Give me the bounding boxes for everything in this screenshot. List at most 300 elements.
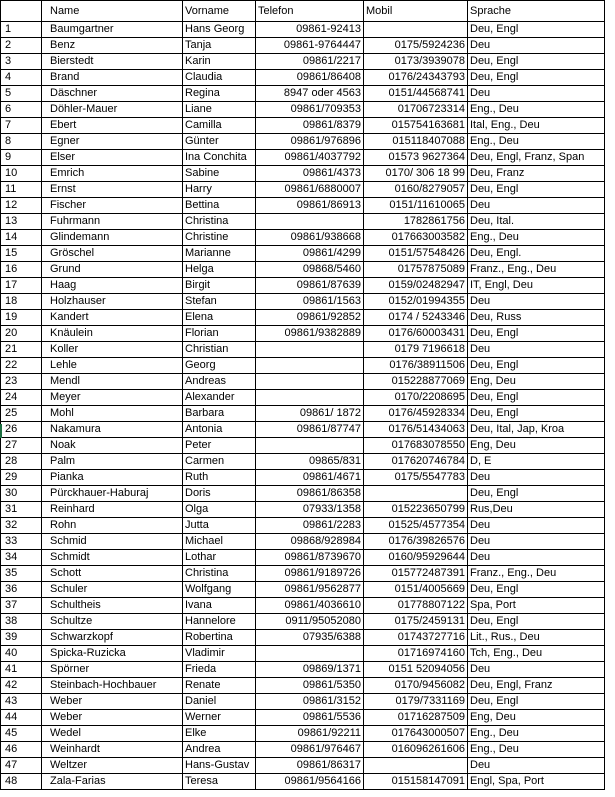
cell-name[interactable]: Pürckhauer-Haburaj <box>42 486 183 502</box>
cell-vorname[interactable]: Teresa <box>183 774 256 790</box>
cell-mobil[interactable]: 1782861756 <box>364 214 468 230</box>
cell-telefon[interactable]: 09861/5350 <box>256 678 364 694</box>
cell-mobil[interactable]: 01525/4577354 <box>364 518 468 534</box>
cell-num[interactable]: 46 <box>1 742 42 758</box>
cell-num[interactable]: 45 <box>1 726 42 742</box>
cell-num[interactable]: 41 <box>1 662 42 678</box>
cell-num[interactable]: 36 <box>1 582 42 598</box>
cell-name[interactable]: Mohl <box>42 406 183 422</box>
cell-telefon[interactable] <box>256 438 364 454</box>
cell-telefon[interactable] <box>256 374 364 390</box>
cell-telefon[interactable]: 09861/2283 <box>256 518 364 534</box>
cell-num[interactable]: 6 <box>1 102 42 118</box>
cell-mobil[interactable]: 015754163681 <box>364 118 468 134</box>
cell-vorname[interactable]: Liane <box>183 102 256 118</box>
cell-telefon[interactable]: 09861/9562877 <box>256 582 364 598</box>
cell-name[interactable]: Steinbach-Hochbauer <box>42 678 183 694</box>
cell-sprache[interactable]: Deu <box>468 534 605 550</box>
cell-num[interactable]: 12 <box>1 198 42 214</box>
table-row <box>1 38 605 54</box>
cell-sprache[interactable]: Deu, Russ <box>468 310 605 326</box>
header-num[interactable] <box>1 1 42 22</box>
cell-name[interactable]: Mendl <box>42 374 183 390</box>
cell-mobil[interactable]: 0151 52094056 <box>364 662 468 678</box>
cell-name[interactable]: Fuhrmann <box>42 214 183 230</box>
cell-sprache[interactable]: Deu <box>468 662 605 678</box>
cell-vorname[interactable]: Jutta <box>183 518 256 534</box>
cell-vorname[interactable]: Wolfgang <box>183 582 256 598</box>
cell-telefon[interactable]: 09861/86358 <box>256 486 364 502</box>
cell-vorname[interactable]: Andrea <box>183 742 256 758</box>
cell-vorname[interactable]: Harry <box>183 182 256 198</box>
table-row <box>1 502 605 518</box>
cell-vorname[interactable]: Renate <box>183 678 256 694</box>
cell-sprache[interactable]: Deu, Engl <box>468 22 605 38</box>
cell-name[interactable]: Fischer <box>42 198 183 214</box>
cell-vorname[interactable]: Ruth <box>183 470 256 486</box>
cell-mobil[interactable]: 0176/45928334 <box>364 406 468 422</box>
cell-name[interactable]: Meyer <box>42 390 183 406</box>
cell-vorname[interactable]: Hannelore <box>183 614 256 630</box>
cell-mobil[interactable]: 0175/5547783 <box>364 470 468 486</box>
cell-telefon[interactable]: 8947 oder 4563 <box>256 86 364 102</box>
cell-name[interactable]: Baumgartner <box>42 22 183 38</box>
cell-num[interactable]: 48 <box>1 774 42 790</box>
cell-mobil[interactable] <box>364 22 468 38</box>
cell-sprache[interactable]: Tch, Eng., Deu <box>468 646 605 662</box>
cell-vorname[interactable]: Peter <box>183 438 256 454</box>
cell-name[interactable]: Bierstedt <box>42 54 183 70</box>
cell-vorname[interactable]: Elke <box>183 726 256 742</box>
cell-name[interactable]: Kandert <box>42 310 183 326</box>
cell-vorname[interactable]: Lothar <box>183 550 256 566</box>
cell-name[interactable]: Weber <box>42 710 183 726</box>
cell-mobil[interactable]: 017643000507 <box>364 726 468 742</box>
cell-name[interactable]: Wedel <box>42 726 183 742</box>
cell-name[interactable]: Egner <box>42 134 183 150</box>
cell-telefon[interactable]: 09869/1371 <box>256 662 364 678</box>
cell-num[interactable]: 47 <box>1 758 42 774</box>
cell-sprache[interactable]: Deu, Engl <box>468 406 605 422</box>
cell-mobil[interactable]: 0170/9456082 <box>364 678 468 694</box>
cell-telefon[interactable]: 09861/8379 <box>256 118 364 134</box>
cell-vorname[interactable]: Alexander <box>183 390 256 406</box>
cell-telefon[interactable]: 07935/6388 <box>256 630 364 646</box>
cell-name[interactable]: Elser <box>42 150 183 166</box>
cell-num[interactable]: 11 <box>1 182 42 198</box>
cell-num[interactable]: 44 <box>1 710 42 726</box>
cell-vorname[interactable]: Antonia <box>183 422 256 438</box>
cell-name[interactable]: Schwarzkopf <box>42 630 183 646</box>
cell-sprache[interactable]: Deu, Engl <box>468 486 605 502</box>
cell-telefon[interactable]: 09868/5460 <box>256 262 364 278</box>
cell-mobil[interactable]: 01573 9627364 <box>364 150 468 166</box>
cell-sprache[interactable]: Eng, Deu <box>468 438 605 454</box>
cell-name[interactable]: Weber <box>42 694 183 710</box>
cell-mobil[interactable]: 0151/57548426 <box>364 246 468 262</box>
cell-telefon[interactable]: 07933/1358 <box>256 502 364 518</box>
cell-telefon[interactable] <box>256 358 364 374</box>
cell-sprache[interactable]: Deu, Engl <box>468 582 605 598</box>
cell-mobil[interactable]: 015772487391 <box>364 566 468 582</box>
cell-name[interactable]: Schultze <box>42 614 183 630</box>
cell-num[interactable]: 3 <box>1 54 42 70</box>
cell-vorname[interactable]: Karin <box>183 54 256 70</box>
cell-sprache[interactable]: Deu <box>468 550 605 566</box>
cell-mobil[interactable]: 01716287509 <box>364 710 468 726</box>
cell-sprache[interactable]: Deu <box>468 758 605 774</box>
cell-name[interactable]: Pianka <box>42 470 183 486</box>
cell-sprache[interactable]: Deu, Engl <box>468 70 605 86</box>
cell-name[interactable]: Schmid <box>42 534 183 550</box>
cell-vorname[interactable]: Florian <box>183 326 256 342</box>
cell-name[interactable]: Schultheis <box>42 598 183 614</box>
cell-mobil[interactable]: 015228877069 <box>364 374 468 390</box>
cell-mobil[interactable]: 0170/2208695 <box>364 390 468 406</box>
cell-vorname[interactable]: Christine <box>183 230 256 246</box>
header-telefon[interactable]: Telefon <box>256 1 364 22</box>
cell-vorname[interactable]: Werner <box>183 710 256 726</box>
cell-num[interactable]: 2 <box>1 38 42 54</box>
cell-sprache[interactable]: Deu <box>468 38 605 54</box>
cell-num[interactable]: 27 <box>1 438 42 454</box>
cell-num[interactable]: 20 <box>1 326 42 342</box>
table-row <box>1 358 605 374</box>
cell-vorname[interactable]: Marianne <box>183 246 256 262</box>
cell-sprache[interactable]: Spa, Port <box>468 598 605 614</box>
cell-name[interactable]: Knäulein <box>42 326 183 342</box>
cell-sprache[interactable]: Deu, Engl <box>468 326 605 342</box>
cell-mobil[interactable]: 0151/11610065 <box>364 198 468 214</box>
cell-name[interactable]: Reinhard <box>42 502 183 518</box>
cell-telefon[interactable]: 09861/87747 <box>256 422 364 438</box>
cell-vorname[interactable]: Camilla <box>183 118 256 134</box>
cell-sprache[interactable]: Deu, Engl, Franz, Span <box>468 150 605 166</box>
cell-mobil[interactable]: 0176/38911506 <box>364 358 468 374</box>
cell-vorname[interactable]: Doris <box>183 486 256 502</box>
cell-sprache[interactable]: Eng., Deu <box>468 134 605 150</box>
cell-name[interactable]: Spicka-Ruzicka <box>42 646 183 662</box>
cell-mobil[interactable]: 015158147091 <box>364 774 468 790</box>
cell-mobil[interactable]: 01743727716 <box>364 630 468 646</box>
cell-vorname[interactable]: Daniel <box>183 694 256 710</box>
cell-telefon[interactable]: 09861/5536 <box>256 710 364 726</box>
cell-name[interactable]: Schuler <box>42 582 183 598</box>
cell-vorname[interactable]: Carmen <box>183 454 256 470</box>
cell-num[interactable]: 10 <box>1 166 42 182</box>
cell-vorname[interactable]: Ina Conchita <box>183 150 256 166</box>
cell-num[interactable]: 32 <box>1 518 42 534</box>
cell-vorname[interactable]: Christian <box>183 342 256 358</box>
cell-mobil[interactable]: 017683078550 <box>364 438 468 454</box>
cell-name[interactable]: Grund <box>42 262 183 278</box>
cell-mobil[interactable]: 0173/3939078 <box>364 54 468 70</box>
cell-telefon[interactable]: 0911/95052080 <box>256 614 364 630</box>
cell-sprache[interactable]: Deu, Engl <box>468 390 605 406</box>
cell-name[interactable]: Glindemann <box>42 230 183 246</box>
cell-sprache[interactable]: Franz., Eng., Deu <box>468 262 605 278</box>
cell-telefon[interactable]: 09861-92413 <box>256 22 364 38</box>
cell-sprache[interactable]: IT, Engl, Deu <box>468 278 605 294</box>
cell-mobil[interactable]: 01757875089 <box>364 262 468 278</box>
cell-vorname[interactable]: Birgit <box>183 278 256 294</box>
cell-mobil[interactable] <box>364 758 468 774</box>
cell-name[interactable]: Ernst <box>42 182 183 198</box>
cell-telefon[interactable]: 09861/3152 <box>256 694 364 710</box>
cell-sprache[interactable]: Eng, Deu <box>468 710 605 726</box>
cell-vorname[interactable]: Olga <box>183 502 256 518</box>
cell-telefon[interactable]: 09868/928984 <box>256 534 364 550</box>
cell-mobil[interactable]: 015118407088 <box>364 134 468 150</box>
cell-sprache[interactable]: Franz., Eng., Deu <box>468 566 605 582</box>
cell-vorname[interactable]: Robertina <box>183 630 256 646</box>
cell-vorname[interactable]: Christina <box>183 566 256 582</box>
cell-sprache[interactable]: Deu, Ital. <box>468 214 605 230</box>
cell-telefon[interactable]: 09861/4037792 <box>256 150 364 166</box>
cell-mobil[interactable]: 0151/4005669 <box>364 582 468 598</box>
cell-num[interactable]: 16 <box>1 262 42 278</box>
cell-num[interactable]: 42 <box>1 678 42 694</box>
header-name[interactable]: Name <box>42 1 183 22</box>
cell-sprache[interactable]: Deu <box>468 518 605 534</box>
cell-sprache[interactable]: Deu <box>468 342 605 358</box>
cell-num[interactable]: 5 <box>1 86 42 102</box>
cell-telefon[interactable]: 09865/831 <box>256 454 364 470</box>
cell-vorname[interactable]: Sabine <box>183 166 256 182</box>
cell-mobil[interactable]: 0151/44568741 <box>364 86 468 102</box>
cell-vorname[interactable]: Frieda <box>183 662 256 678</box>
cell-telefon[interactable]: 09861-9764447 <box>256 38 364 54</box>
cell-num[interactable]: 19 <box>1 310 42 326</box>
cell-sprache[interactable]: Deu, Engl. <box>468 246 605 262</box>
cell-num[interactable]: 29 <box>1 470 42 486</box>
cell-sprache[interactable]: Deu, Franz <box>468 166 605 182</box>
cell-telefon[interactable]: 09861/938668 <box>256 230 364 246</box>
cell-name[interactable]: Palm <box>42 454 183 470</box>
cell-num[interactable]: 7 <box>1 118 42 134</box>
cell-num[interactable]: 18 <box>1 294 42 310</box>
cell-telefon[interactable]: 09861/86317 <box>256 758 364 774</box>
cell-num[interactable]: 28 <box>1 454 42 470</box>
cell-num[interactable]: 8 <box>1 134 42 150</box>
table-row <box>1 406 605 422</box>
cell-num[interactable]: 30 <box>1 486 42 502</box>
cell-name[interactable]: Noak <box>42 438 183 454</box>
cell-mobil[interactable]: 0152/01994355 <box>364 294 468 310</box>
cell-telefon[interactable]: 09861/4671 <box>256 470 364 486</box>
cell-telefon[interactable]: 09861/86408 <box>256 70 364 86</box>
cell-telefon[interactable] <box>256 214 364 230</box>
cell-num[interactable]: 31 <box>1 502 42 518</box>
cell-mobil[interactable]: 01778807122 <box>364 598 468 614</box>
cell-telefon[interactable]: 09861/4299 <box>256 246 364 262</box>
cell-num[interactable]: 37 <box>1 598 42 614</box>
cell-sprache[interactable]: Ital, Eng., Deu <box>468 118 605 134</box>
cell-vorname[interactable]: Georg <box>183 358 256 374</box>
cell-mobil[interactable]: 0176/60003431 <box>364 326 468 342</box>
cell-num[interactable]: 40 <box>1 646 42 662</box>
cell-mobil[interactable]: 01706723314 <box>364 102 468 118</box>
cell-telefon[interactable]: 09861/2217 <box>256 54 364 70</box>
cell-mobil[interactable]: 0175/2459131 <box>364 614 468 630</box>
cell-num[interactable]: 43 <box>1 694 42 710</box>
cell-sprache[interactable]: Deu, Engl, Franz <box>468 678 605 694</box>
cell-name[interactable]: Koller <box>42 342 183 358</box>
cell-num[interactable]: 1 <box>1 22 42 38</box>
cell-vorname[interactable]: Andreas <box>183 374 256 390</box>
cell-vorname[interactable]: Christina <box>183 214 256 230</box>
cell-num[interactable]: 38 <box>1 614 42 630</box>
cell-mobil[interactable]: 0179/7331169 <box>364 694 468 710</box>
cell-telefon[interactable]: 09861/976896 <box>256 134 364 150</box>
cell-telefon[interactable]: 09861/709353 <box>256 102 364 118</box>
cell-mobil[interactable]: 016096261606 <box>364 742 468 758</box>
cell-name[interactable]: Schott <box>42 566 183 582</box>
cell-sprache[interactable]: Deu, Engl <box>468 182 605 198</box>
cell-sprache[interactable]: Deu <box>468 294 605 310</box>
cell-sprache[interactable]: Deu, Engl <box>468 358 605 374</box>
cell-telefon[interactable]: 09861/8739670 <box>256 550 364 566</box>
cell-name[interactable]: Haag <box>42 278 183 294</box>
cell-num[interactable]: 13 <box>1 214 42 230</box>
cell-sprache[interactable]: Rus,Deu <box>468 502 605 518</box>
cell-mobil[interactable]: 0176/39826576 <box>364 534 468 550</box>
cell-sprache[interactable]: Eng, Deu <box>468 374 605 390</box>
cell-telefon[interactable]: 09861/92211 <box>256 726 364 742</box>
cell-num[interactable]: 34 <box>1 550 42 566</box>
cell-sprache[interactable]: Eng., Deu <box>468 726 605 742</box>
cell-name[interactable]: Rohn <box>42 518 183 534</box>
cell-name[interactable]: Emrich <box>42 166 183 182</box>
cell-num[interactable]: 39 <box>1 630 42 646</box>
cell-sprache[interactable]: Deu, Engl <box>468 694 605 710</box>
cell-name[interactable]: Däschner <box>42 86 183 102</box>
cell-telefon[interactable] <box>256 646 364 662</box>
cell-name[interactable]: Brand <box>42 70 183 86</box>
cell-name[interactable]: Ebert <box>42 118 183 134</box>
cell-mobil[interactable]: 0160/8279057 <box>364 182 468 198</box>
cell-mobil[interactable]: 0170/ 306 18 99 <box>364 166 468 182</box>
cell-telefon[interactable]: 09861/86913 <box>256 198 364 214</box>
cell-num[interactable]: 14 <box>1 230 42 246</box>
cell-vorname[interactable]: Stefan <box>183 294 256 310</box>
cell-vorname[interactable]: Barbara <box>183 406 256 422</box>
cell-name[interactable]: Lehle <box>42 358 183 374</box>
cell-vorname[interactable]: Tanja <box>183 38 256 54</box>
cell-num[interactable]: 35 <box>1 566 42 582</box>
cell-mobil[interactable]: 017663003582 <box>364 230 468 246</box>
cell-name[interactable]: Döhler-Mauer <box>42 102 183 118</box>
cell-mobil[interactable]: 0175/5924236 <box>364 38 468 54</box>
cell-telefon[interactable]: 09861/92852 <box>256 310 364 326</box>
cell-vorname[interactable]: Claudia <box>183 70 256 86</box>
cell-telefon[interactable]: 09861/4373 <box>256 166 364 182</box>
table-row <box>1 374 605 390</box>
cell-telefon[interactable]: 09861/976467 <box>256 742 364 758</box>
header-mobil[interactable]: Mobil <box>364 1 468 22</box>
cell-vorname[interactable]: Michael <box>183 534 256 550</box>
cell-sprache[interactable]: Deu <box>468 470 605 486</box>
cell-num[interactable]: 15 <box>1 246 42 262</box>
cell-num[interactable]: 26 <box>1 422 42 438</box>
cell-telefon[interactable]: 09861/9382889 <box>256 326 364 342</box>
cell-name[interactable]: Benz <box>42 38 183 54</box>
cell-num[interactable]: 24 <box>1 390 42 406</box>
cell-sprache[interactable]: Deu, Ital, Jap, Kroa <box>468 422 605 438</box>
cell-num[interactable]: 9 <box>1 150 42 166</box>
cell-telefon[interactable]: 09861/9564166 <box>256 774 364 790</box>
cell-sprache[interactable]: Deu <box>468 86 605 102</box>
cell-name[interactable]: Nakamura <box>42 422 183 438</box>
cell-mobil[interactable]: 0176/51434063 <box>364 422 468 438</box>
cell-vorname[interactable]: Bettina <box>183 198 256 214</box>
cell-mobil[interactable]: 0179 7196618 <box>364 342 468 358</box>
cell-mobil[interactable]: 017620746784 <box>364 454 468 470</box>
cell-mobil[interactable]: 0159/02482947 <box>364 278 468 294</box>
cell-telefon[interactable]: 09861/87639 <box>256 278 364 294</box>
cell-vorname[interactable]: Regina <box>183 86 256 102</box>
cell-vorname[interactable]: Elena <box>183 310 256 326</box>
cell-num[interactable]: 22 <box>1 358 42 374</box>
cell-mobil[interactable]: 0174 / 5243346 <box>364 310 468 326</box>
cell-sprache[interactable]: Eng., Deu <box>468 742 605 758</box>
cell-sprache[interactable]: Engl, Spa, Port <box>468 774 605 790</box>
cell-num[interactable]: 21 <box>1 342 42 358</box>
cell-mobil[interactable]: 01716974160 <box>364 646 468 662</box>
cell-num[interactable]: 33 <box>1 534 42 550</box>
cell-telefon[interactable]: 09861/ 1872 <box>256 406 364 422</box>
cell-telefon[interactable]: 09861/1563 <box>256 294 364 310</box>
cell-name[interactable]: Weinhardt <box>42 742 183 758</box>
cell-name[interactable]: Weltzer <box>42 758 183 774</box>
cell-name[interactable]: Gröschel <box>42 246 183 262</box>
header-sprache[interactable]: Sprache <box>468 1 605 22</box>
cell-vorname[interactable]: Hans-Gustav <box>183 758 256 774</box>
header-vorname[interactable]: Vorname <box>183 1 256 22</box>
cell-sprache[interactable]: Deu, Engl <box>468 54 605 70</box>
cell-telefon[interactable] <box>256 342 364 358</box>
cell-vorname[interactable]: Günter <box>183 134 256 150</box>
cell-name[interactable]: Spörner <box>42 662 183 678</box>
cell-mobil[interactable]: 0160/95929644 <box>364 550 468 566</box>
cell-name[interactable]: Holzhauser <box>42 294 183 310</box>
cell-sprache[interactable]: Deu, Engl <box>468 614 605 630</box>
cell-vorname[interactable]: Hans Georg <box>183 22 256 38</box>
cell-name[interactable]: Zala-Farias <box>42 774 183 790</box>
cell-sprache[interactable]: Deu <box>468 198 605 214</box>
cell-mobil[interactable]: 015223650799 <box>364 502 468 518</box>
cell-name[interactable]: Schmidt <box>42 550 183 566</box>
cell-num[interactable]: 23 <box>1 374 42 390</box>
cell-num[interactable]: 25 <box>1 406 42 422</box>
cell-sprache[interactable]: Eng., Deu <box>468 102 605 118</box>
cell-telefon[interactable] <box>256 390 364 406</box>
cell-vorname[interactable]: Vladimir <box>183 646 256 662</box>
cell-sprache[interactable]: D, E <box>468 454 605 470</box>
cell-vorname[interactable]: Helga <box>183 262 256 278</box>
cell-mobil[interactable]: 0176/24343793 <box>364 70 468 86</box>
cell-telefon[interactable]: 09861/6880007 <box>256 182 364 198</box>
cell-telefon[interactable]: 09861/4036610 <box>256 598 364 614</box>
cell-num[interactable]: 4 <box>1 70 42 86</box>
cell-telefon[interactable]: 09861/9189726 <box>256 566 364 582</box>
table-row <box>1 534 605 550</box>
cell-sprache[interactable]: Eng., Deu <box>468 230 605 246</box>
cell-num[interactable]: 17 <box>1 278 42 294</box>
cell-mobil[interactable] <box>364 486 468 502</box>
cell-sprache[interactable]: Lit., Rus., Deu <box>468 630 605 646</box>
cell-vorname[interactable]: Ivana <box>183 598 256 614</box>
